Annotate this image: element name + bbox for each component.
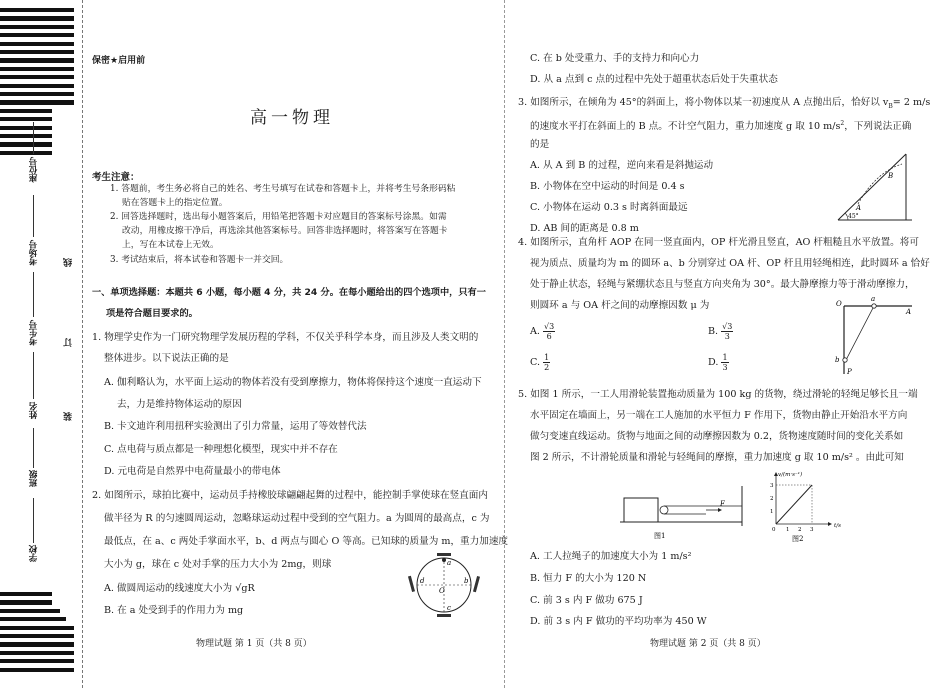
q4-option-b-den: 3 [724, 332, 730, 341]
q4-label-b: b [835, 356, 840, 364]
q2-stem-cont1: 做半径为 R 的匀速圆周运动，忽略球运动过程中受到的空气阻力。a 为圆周的最高点，c 为 [104, 513, 490, 524]
q5-option-d: D. 前 3 s 内 F 做功的平均功率为 450 W [530, 616, 707, 627]
field-school-label: 学校 [29, 545, 39, 562]
q3-trajectory [858, 164, 902, 204]
q2-label-d: d [420, 577, 425, 585]
field-name-line [33, 352, 34, 399]
notice-item-2-cont2: 上，写在本试卷上无效。 [122, 240, 219, 250]
binding-stripe-top [0, 117, 52, 121]
binding-stripe-top [0, 67, 74, 71]
q2-option-a: A. 做圆周运动的线速度大小为 √gR [104, 583, 255, 594]
q5-graph-ytick-3: 3 [770, 483, 774, 489]
q2-stem-cont2: 最低点，在 a、c 两处手掌面水平，b、d 两点与圆心 O 等高。已知球的质量为 m，重力加速度 [104, 536, 509, 547]
field-seat-line [33, 122, 34, 154]
q1-stem: 1. 物理学史作为一门研究物理学发展历程的学科，不仅关乎科学本身，而且涉及人类文明的 [92, 332, 479, 343]
q4-option-d-frac [721, 353, 728, 372]
q3-stem-cont2: 的是 [530, 139, 550, 150]
binding-stripe-top [0, 8, 74, 12]
field-room-line [33, 195, 34, 237]
binding-stripe-top [0, 151, 52, 155]
notice-item-1-cont: 贴在答题卡上的指定位置。 [122, 198, 228, 208]
q5-graph-line [776, 485, 812, 524]
q4-option-c-frac [543, 353, 550, 372]
binding-stripe-bottom [0, 659, 74, 663]
binding-stripe-top [0, 126, 52, 130]
binding-stripe-top [0, 58, 74, 62]
q4-rope [846, 306, 874, 360]
field-class-label: 班级 [29, 470, 39, 487]
binding-stripe-top [0, 16, 74, 20]
q4-option-a [530, 322, 555, 341]
q3-stem-text: 3. 如图所示，在倾角为 45°的斜面上，将小物体以某一初速度从 A 点抛出后，恰好以 v [518, 97, 889, 108]
q1-stem-cont: 整体进步。以下说法正确的是 [104, 353, 229, 364]
field-seat-label: 座位号 [29, 157, 39, 183]
binding-stripe-bottom [0, 592, 52, 596]
seal-char-order: 订 [64, 338, 74, 347]
q5-pulley [660, 506, 668, 514]
q4-option-d-label: D. [708, 357, 719, 368]
q4-option-a-label: A. [530, 326, 540, 337]
q4-option-d-den: 3 [722, 363, 728, 372]
q2-option-d: D. 从 a 点到 c 点的过程中先处于超重状态后处于失重状态 [530, 74, 778, 85]
q2-hand-right [473, 576, 480, 592]
q2-stem-cont3: 大小为 g，球在 c 处对手掌的压力大小为 2mg，则球 [104, 559, 332, 570]
q5-option-b: B. 恒力 F 的大小为 120 N [530, 573, 647, 584]
section1-heading: 一、单项选择题：本题共 6 小题，每小题 4 分，共 24 分。在每小题给出的四个选项中，只有一 [92, 287, 486, 298]
q5-graph-xtick-0: 0 [772, 527, 776, 533]
q5-caption-fig1: 图1 [654, 532, 666, 540]
q4-option-d-num: 1 [722, 353, 728, 362]
q2-option-b: B. 在 a 处受到手的作用力为 mg [104, 605, 244, 616]
q3-label-a: A [856, 204, 862, 212]
q1-option-b: B. 卡文迪许利用扭秤实验测出了引力常量，运用了等效替代法 [104, 421, 367, 432]
q5-stem-cont2: 做匀变速直线运动。货物与地面之间的动摩擦因数为 0.2，货物速度随时间的变化关系如 [530, 431, 904, 442]
q5-stem-cont1: 水平固定在墙面上，另一端在工人施加的水平恒力 F 作用下，货物由静止开始沿水平方向 [530, 410, 908, 421]
q5-graph-xtick-3: 3 [810, 527, 814, 533]
q5-figure2 [764, 468, 884, 544]
q5-force-arrowhead [718, 508, 722, 512]
q3-stem [518, 96, 930, 114]
field-name-label: 姓名 [29, 402, 39, 419]
binding-stripe-top [0, 84, 74, 88]
footer-right: 物理试题 第 2 页（共 8 页） [650, 639, 766, 649]
q3-option-d: D. AB 间的距离是 0.8 m [530, 223, 639, 234]
q1-option-a: A. 伽利略认为，水平面上运动的物体若没有受到摩擦力，物体将保持这个速度一直运动下 [104, 377, 482, 388]
q4-ring-a [872, 304, 876, 308]
binding-stripe-top [0, 50, 74, 54]
q1-option-a-cont: 去，力是维持物体运动的原因 [117, 399, 242, 410]
q4-option-b-num: √3 [722, 322, 733, 331]
footer-left: 物理试题 第 1 页（共 8 页） [196, 639, 312, 649]
q4-stem-cont3: 则圆环 a 与 OA 杆之间的动摩擦因数 μ 为 [530, 300, 710, 311]
q3-option-c: C. 小物体在运动 0.3 s 时离斜面最远 [530, 202, 688, 213]
q5-stem-cont3: 图 2 所示，不计滑轮质量和滑轮与轻绳间的摩擦，重力加速度 g 取 10 m/s² 。由此可知 [530, 452, 904, 463]
q5-option-a: A. 工人拉绳子的加速度大小为 1 m/s² [530, 551, 692, 562]
q4-option-a-num: √3 [544, 322, 555, 331]
q3-stem-end: = 2 m/s [892, 97, 931, 108]
q2-option-c: C. 在 b 处受重力、手的支持力和向心力 [530, 53, 700, 64]
q5-label-f: F [720, 500, 725, 508]
q4-option-c-den: 2 [544, 363, 550, 372]
q4-option-a-frac [543, 322, 555, 341]
q2-hand-bottom [437, 614, 451, 617]
q5-option-c: C. 前 3 s 内 F 做功 675 J [530, 595, 643, 606]
q2-stem: 2. 如图所示，球拍比赛中，运动员手持橡胶球翩翩起舞的过程中，能控制手掌使球在竖直面内 [92, 490, 488, 501]
q4-stem-cont2: 处于静止状态，轻绳与紧绷状态且与竖直方向夹角为 30°。最大静摩擦力等于滑动摩擦力， [530, 279, 915, 290]
q4-option-c-label: C. [530, 357, 541, 368]
q2-label-o: O [439, 587, 445, 595]
notice-item-1: 1. 答题前，考生务必将自己的姓名、考生号填写在试卷和答题卡上，并将考生号条形码粘 [110, 184, 456, 194]
q5-graph-xtick-2: 2 [798, 527, 802, 533]
q3-stem-sub: B [888, 102, 893, 110]
q4-option-b-frac [721, 322, 733, 341]
binding-stripe-bottom [0, 609, 60, 613]
q2-label-a: a [447, 559, 452, 567]
q5-graph-ylabel: v/(m·s⁻¹) [778, 472, 803, 478]
q4-option-c-num: 1 [544, 353, 550, 362]
binding-stripe-top [0, 109, 52, 113]
secret-mark: 保密★启用前 [92, 56, 146, 66]
q4-label-p: P [847, 368, 852, 376]
q4-label-a-ring: a [871, 295, 876, 303]
q4-label-a-end: A [906, 308, 912, 316]
q4-ring-b [843, 358, 847, 362]
q5-figure1 [618, 482, 758, 542]
field-examno-line [33, 272, 34, 317]
section1-heading-cont: 项是符合题目要求的。 [106, 308, 198, 319]
q4-stem-cont1: 视为质点、质量均为 m 的圆环 a、b 分别穿过 OA 杆、OP 杆且用轻绳相连，此时圆环 a 恰好 [530, 258, 930, 269]
q1-option-d: D. 元电荷是自然界中电荷量最小的带电体 [104, 466, 281, 477]
binding-stripe-top [0, 75, 74, 79]
binding-stripe-top [0, 92, 74, 96]
q5-graph-ytick-2: 2 [770, 496, 774, 502]
field-examno-label: 考生号 [29, 320, 39, 346]
binding-stripe-top [0, 134, 52, 138]
q5-caption-fig2: 图2 [792, 535, 804, 543]
q5-graph-ytick-1: 1 [770, 509, 774, 515]
binding-stripe-top [0, 100, 74, 104]
q4-option-d [708, 353, 729, 372]
binding-stripe-top [0, 33, 74, 37]
field-school-line [33, 498, 34, 543]
page-title: 高一物理 [250, 108, 334, 128]
q5-graph-xtick-1: 1 [786, 527, 790, 533]
q3-slope [838, 154, 906, 220]
notice-heading: 考生注意： [92, 172, 140, 183]
q4-option-b-label: B. [708, 326, 719, 337]
q5-stem: 5. 如图 1 所示，一工人用滑轮装置拖动质量为 100 kg 的货物，绕过滑轮的轻绳足够长且一端 [518, 389, 918, 400]
binding-stripe-bottom [0, 634, 74, 638]
notice-item-2: 2. 回答选择题时，选出每小题答案后，用铅笔把答题卡对应题目的答案标号涂黑。如需 [110, 212, 447, 222]
seal-char-line: 线 [64, 258, 74, 267]
notice-item-2-cont: 改动，用橡皮擦干净后，再选涂其他答案标号。回答非选择题时，将答案写在答题卡 [122, 226, 448, 236]
binding-stripe-bottom [0, 642, 74, 646]
field-room-label: 考场号 [29, 240, 39, 266]
q4-stem: 4. 如图所示，直角杆 AOP 在同一竖直面内，OP 杆光滑且竖直，AO 杆粗糙且水平放置。将可 [518, 237, 919, 248]
column-divider [504, 0, 505, 688]
binding-stripe-top [0, 142, 52, 146]
binding-stripe-top [0, 42, 74, 46]
q5-cargo [624, 498, 658, 522]
q2-hand-top [437, 553, 451, 556]
q3-option-b: B. 小物体在空中运动的时间是 0.4 s [530, 181, 685, 192]
q3-stem2-sup: 2 [840, 120, 845, 127]
q2-label-c: c [447, 604, 451, 612]
q2-hand-left [408, 576, 415, 592]
q2-label-b: b [464, 577, 469, 585]
q2-ball [442, 558, 446, 562]
binding-stripe-bottom [0, 617, 66, 621]
binding-stripe-bottom [0, 626, 74, 630]
field-class-line [33, 428, 34, 468]
seal-char-bind: 装 [64, 412, 74, 421]
q1-option-c: C. 点电荷与质点都是一种理想化模型，现实中并不存在 [104, 444, 338, 455]
q2-figure [402, 548, 486, 622]
binding-stripe-top [0, 25, 74, 29]
q3-label-angle: 45° [848, 213, 859, 220]
q4-option-a-den: 6 [546, 332, 552, 341]
q4-label-o: O [836, 300, 842, 308]
cut-line [82, 0, 83, 688]
q3-option-a: A. 从 A 到 B 的过程，逆向来看是斜抛运动 [530, 160, 714, 171]
binding-stripe-bottom [0, 600, 52, 604]
q3-figure [836, 152, 916, 224]
q5-graph-x-arrow [828, 522, 832, 526]
binding-stripe-bottom [0, 651, 74, 655]
q3-stem2-text: 的速度水平打在斜面上的 B 点。不计空气阻力，重力加速度 g 取 10 m/s [530, 121, 841, 133]
q4-option-c [530, 353, 550, 372]
q3-stem2-end: ，下列说法正确 [844, 121, 912, 133]
binding-stripe-bottom [0, 668, 74, 672]
q4-figure [832, 292, 916, 376]
notice-item-3: 3. 考试结束后，将本试卷和答题卡一并交回。 [110, 255, 289, 265]
q3-stem-cont1 [530, 117, 911, 134]
q5-graph-xlabel: t/s [834, 523, 841, 529]
q4-option-b [708, 322, 733, 341]
q3-label-b: B [888, 172, 894, 180]
